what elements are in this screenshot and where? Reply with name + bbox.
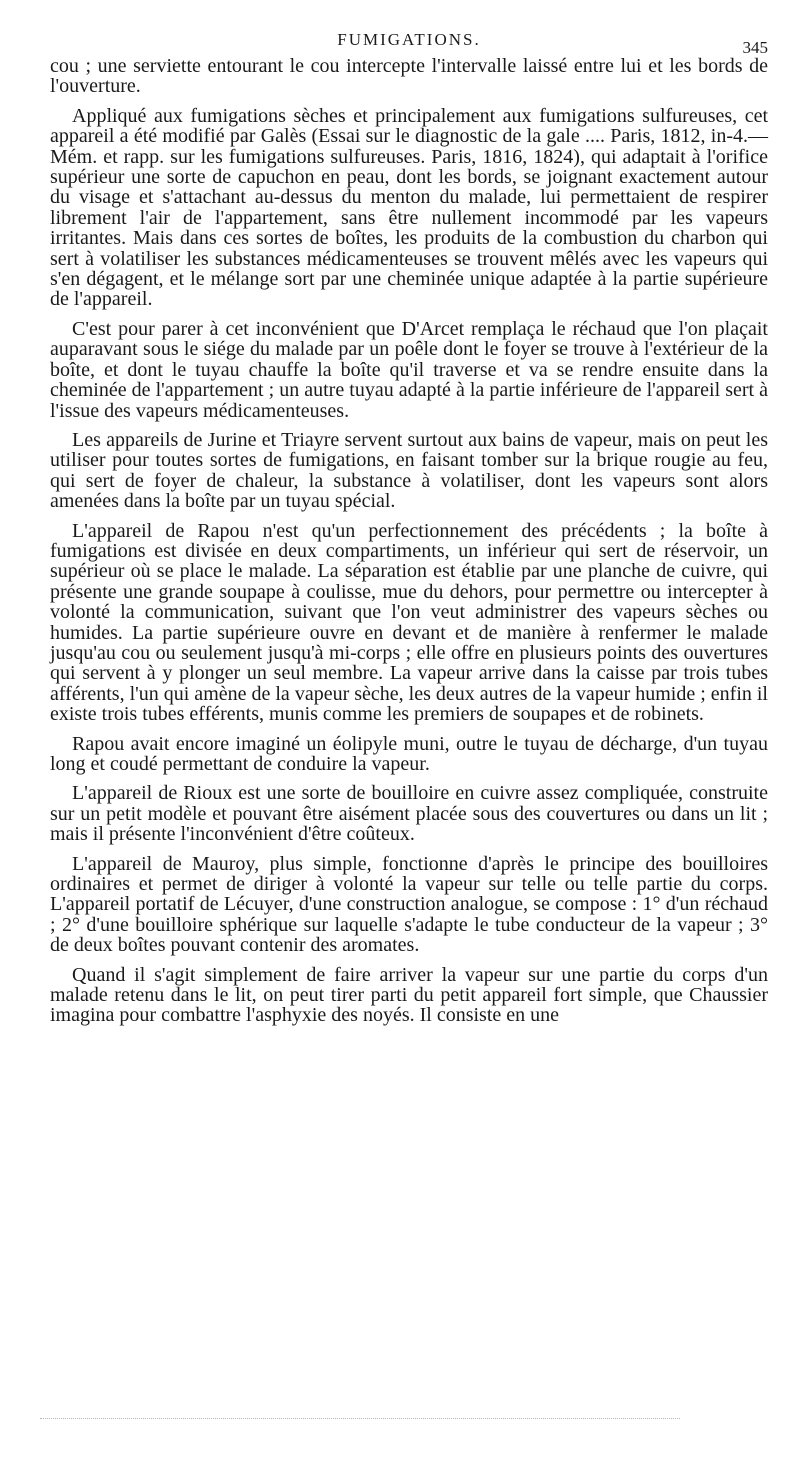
paragraph-rioux: L'appareil de Rioux est une sorte de bouilloire en cuivre assez compliquée, construite sur un petit modèle et pouvant être aisément placée sous des couvertures ou dans un lit ; mais il présente l'inconvénient d'être coûteux. xyxy=(50,782,768,846)
body-text xyxy=(50,56,768,1026)
paragraph-rapou: L'appareil de Rapou n'est qu'un perfectionnement des précédents ; la boîte à fumigations est divisée en deux compartiments, un inférieur qui sert de réservoir, un supérieur où se place le malade. La séparation est établie par une planche de cuivre, qui présente une grande soupape à coulisse, mue du dehors, pour permettre ou intercepter à volonté la communication, suivant que l'on veut administrer des vapeurs sèches ou humides. La partie supérieure ouvre en devant et de manière à renfermer le malade jusqu'au cou ou seulement jusqu'à mi-corps ; elle offre en plusieurs points des ouvertures qui servent à y plonger un seul membre. La vapeur arrive dans la caisse par trois tubes afférents, l'un qui amène de la vapeur sèche, les deux autres de la vapeur humide ; enfin il existe trois tubes efférents, munis comme les premiers de soupapes et de robinets. xyxy=(50,519,768,726)
page-number: 345 xyxy=(742,38,768,57)
document-page xyxy=(50,26,768,1026)
paragraph-darcet: C'est pour parer à cet inconvénient que D'Arcet remplaça le réchaud que l'on plaçait auparavant sous le siége du malade par un poêle dont le foyer se trouve à l'extérieur de la boîte, et dont le tuyau chauffe la boîte qu'il traverse et va se rendre ensuite dans la cheminée de l'appartement ; un autre tuyau adapté à la partie inférieure de l'appareil sert à l'issue des vapeurs médicamenteuses. xyxy=(50,317,768,422)
paragraph-chaussier: Quand il s'agit simplement de faire arriver la vapeur sur une partie du corps d'un malade retenu dans le lit, on peut tirer parti du petit appareil fort simple, que Chaussier imagina pour combattre l'asphyxie des noyés. Il consiste en une xyxy=(50,963,768,1027)
running-header xyxy=(50,26,768,57)
running-title: FUMIGATIONS. xyxy=(337,30,481,49)
bottom-dotted-rule xyxy=(40,1418,680,1419)
paragraph-mauroy-lecuyer: L'appareil de Mauroy, plus simple, fonctionne d'après le principe des bouilloires ordinaires et permet de diriger à volonté la vapeur sur telle ou telle partie du corps. L'appareil portatif de Lécuyer, d'une construction analogue, se compose : 1° d'un réchaud ; 2° d'une bouilloire sphérique sur laquelle s'adapte le tube conducteur de la vapeur ; 3° de deux boîtes pouvant contenir des aromates. xyxy=(50,852,768,957)
paragraph-gales: Appliqué aux fumigations sèches et principalement aux fumigations sulfureuses, cet appareil a été modifié par Galès (Essai sur le diagnostic de la gale .... Paris, 1812, in-4.—Mém. et rapp. sur les fumigations sulfureuses. Paris, 1816, 1824), qui adaptait à l'orifice supérieur une sorte de capuchon en peau, dont les bords, se joignant exactement autour du visage et s'attachant au-dessus du menton du malade, lui permettaient de respirer librement l'air de l'appartement, sans être nullement incommodé par les vapeurs irritantes. Mais dans ces sortes de boîtes, les produits de la combustion du charbon qui sert à volatiliser les substances médicamenteuses se trouvent mêlés avec les vapeurs qui s'en dégagent, et le mélange sort par une cheminée unique adaptée à la partie supérieure de l'appareil. xyxy=(50,104,768,311)
paragraph-continuation: cou ; une serviette entourant le cou intercepte l'intervalle laissé entre lui et les bords de l'ouverture. xyxy=(50,55,768,98)
paragraph-jurine-triayre: Les appareils de Jurine et Triayre servent surtout aux bains de vapeur, mais on peut les utiliser pour toutes sortes de fumigations, en faisant tomber sur la brique rougie au feu, qui sert de foyer de chaleur, la substance à volatiliser, dont les vapeurs sont alors amenées dans la boîte par un tuyau spécial. xyxy=(50,428,768,513)
paragraph-eolipyle: Rapou avait encore imaginé un éolipyle muni, outre le tuyau de décharge, d'un tuyau long et coudé permettant de conduire la vapeur. xyxy=(50,732,768,775)
